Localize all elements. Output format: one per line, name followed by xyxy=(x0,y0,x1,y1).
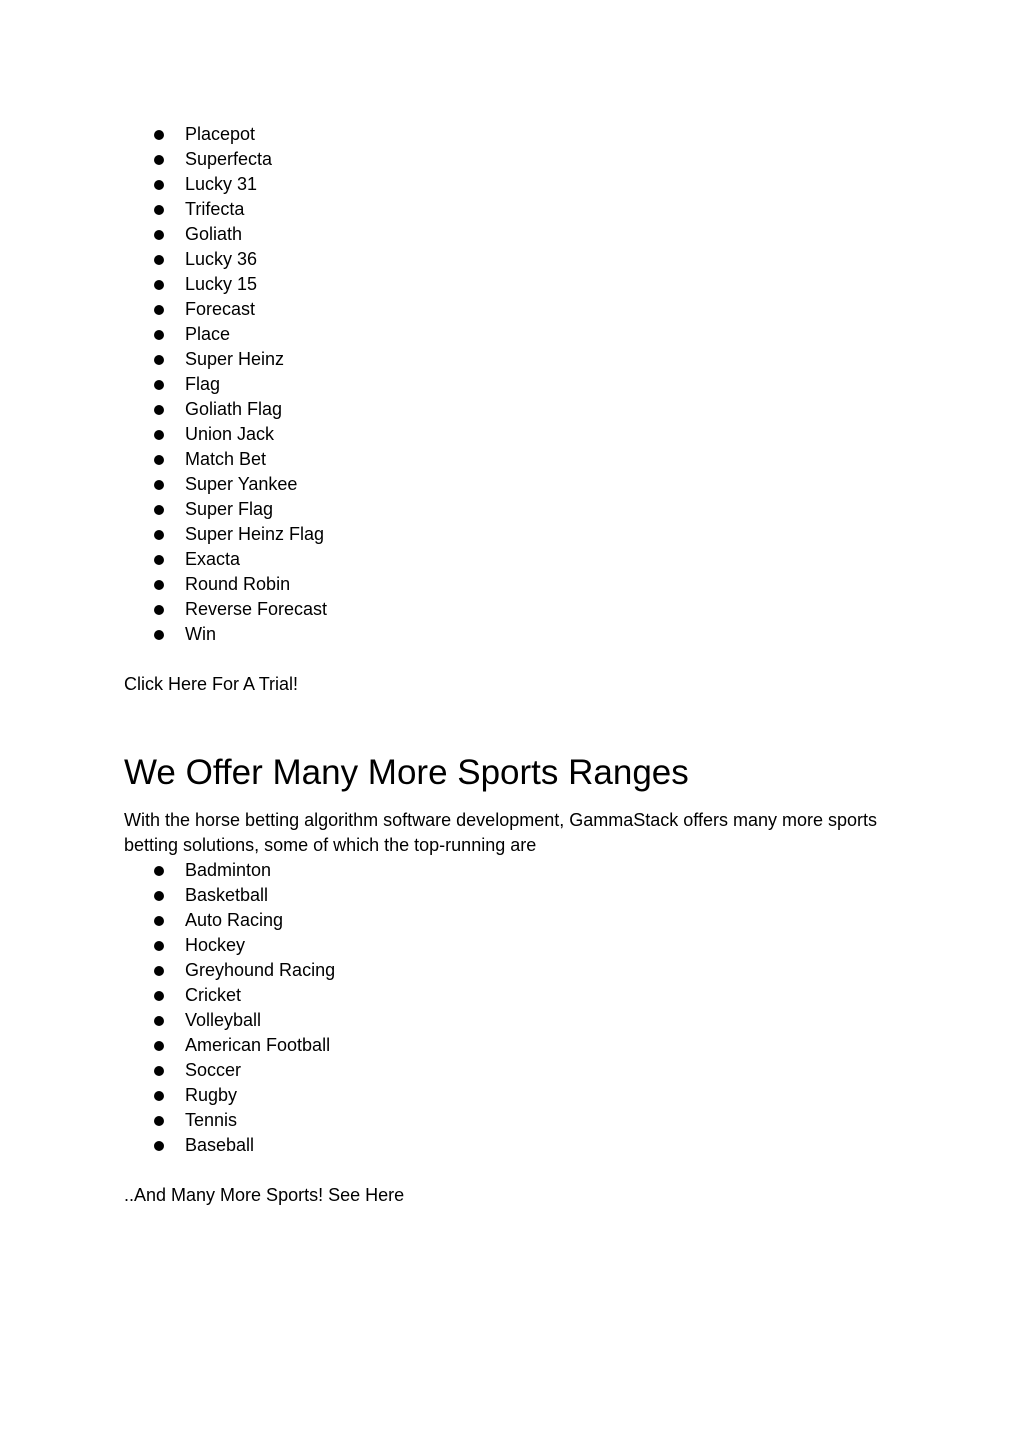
bullet-icon xyxy=(154,180,164,190)
list-item: Superfecta xyxy=(124,147,904,172)
bullet-icon xyxy=(154,505,164,515)
bullet-icon xyxy=(154,155,164,165)
sports-list xyxy=(124,858,904,1158)
list-item: Super Flag xyxy=(124,497,904,522)
list-item: Super Heinz Flag xyxy=(124,522,904,547)
list-item: Greyhound Racing xyxy=(124,958,904,983)
bullet-icon xyxy=(154,580,164,590)
bullet-icon xyxy=(154,480,164,490)
list-item: Union Jack xyxy=(124,422,904,447)
bullet-icon xyxy=(154,280,164,290)
list-item: Lucky 36 xyxy=(124,247,904,272)
list-item: Lucky 15 xyxy=(124,272,904,297)
bullet-icon xyxy=(154,355,164,365)
list-item: Round Robin xyxy=(124,572,904,597)
bullet-icon xyxy=(154,1141,164,1151)
list-item: Match Bet xyxy=(124,447,904,472)
list-item: Exacta xyxy=(124,547,904,572)
bullet-icon xyxy=(154,230,164,240)
list-item: Super Yankee xyxy=(124,472,904,497)
trial-link[interactable]: Click Here For A Trial! xyxy=(124,674,299,694)
bullet-icon xyxy=(154,555,164,565)
bullet-icon xyxy=(154,430,164,440)
list-item: Tennis xyxy=(124,1108,904,1133)
bullet-icon xyxy=(154,991,164,1001)
list-item: Hockey xyxy=(124,933,904,958)
more-sports-link[interactable]: ..And Many More Sports! See Here xyxy=(124,1185,405,1205)
list-item: Baseball xyxy=(124,1133,904,1158)
bullet-icon xyxy=(154,866,164,876)
bullet-icon xyxy=(154,1116,164,1126)
bullet-icon xyxy=(154,1041,164,1051)
document-page xyxy=(124,122,904,1208)
bullet-icon xyxy=(154,630,164,640)
list-item: Win xyxy=(124,622,904,647)
bullet-icon xyxy=(154,305,164,315)
list-item: Cricket xyxy=(124,983,904,1008)
list-item: Super Heinz xyxy=(124,347,904,372)
list-item: Goliath Flag xyxy=(124,397,904,422)
section-intro: With the horse betting algorithm software development, GammaStack offers many more sports betting solutions, some of which the top-running are xyxy=(124,810,877,855)
list-item: Place xyxy=(124,322,904,347)
bullet-icon xyxy=(154,891,164,901)
bullet-icon xyxy=(154,380,164,390)
bullet-icon xyxy=(154,1066,164,1076)
bullet-icon xyxy=(154,1016,164,1026)
list-item: Reverse Forecast xyxy=(124,597,904,622)
list-item: American Football xyxy=(124,1033,904,1058)
list-item: Forecast xyxy=(124,297,904,322)
bullet-icon xyxy=(154,455,164,465)
list-item: Volleyball xyxy=(124,1008,904,1033)
bullet-icon xyxy=(154,130,164,140)
list-item: Flag xyxy=(124,372,904,397)
bet-types-list xyxy=(124,122,904,647)
bullet-icon xyxy=(154,941,164,951)
list-item: Placepot xyxy=(124,122,904,147)
list-item: Lucky 31 xyxy=(124,172,904,197)
bullet-icon xyxy=(154,605,164,615)
list-item: Trifecta xyxy=(124,197,904,222)
list-item: Auto Racing xyxy=(124,908,904,933)
list-item: Basketball xyxy=(124,883,904,908)
list-item: Soccer xyxy=(124,1058,904,1083)
bullet-icon xyxy=(154,1091,164,1101)
bullet-icon xyxy=(154,530,164,540)
list-item: Rugby xyxy=(124,1083,904,1108)
bullet-icon xyxy=(154,916,164,926)
bullet-icon xyxy=(154,255,164,265)
list-item: Goliath xyxy=(124,222,904,247)
bullet-icon xyxy=(154,205,164,215)
bullet-icon xyxy=(154,966,164,976)
bullet-icon xyxy=(154,330,164,340)
section-heading: We Offer Many More Sports Ranges xyxy=(124,753,689,792)
bullet-icon xyxy=(154,405,164,415)
list-item: Badminton xyxy=(124,858,904,883)
